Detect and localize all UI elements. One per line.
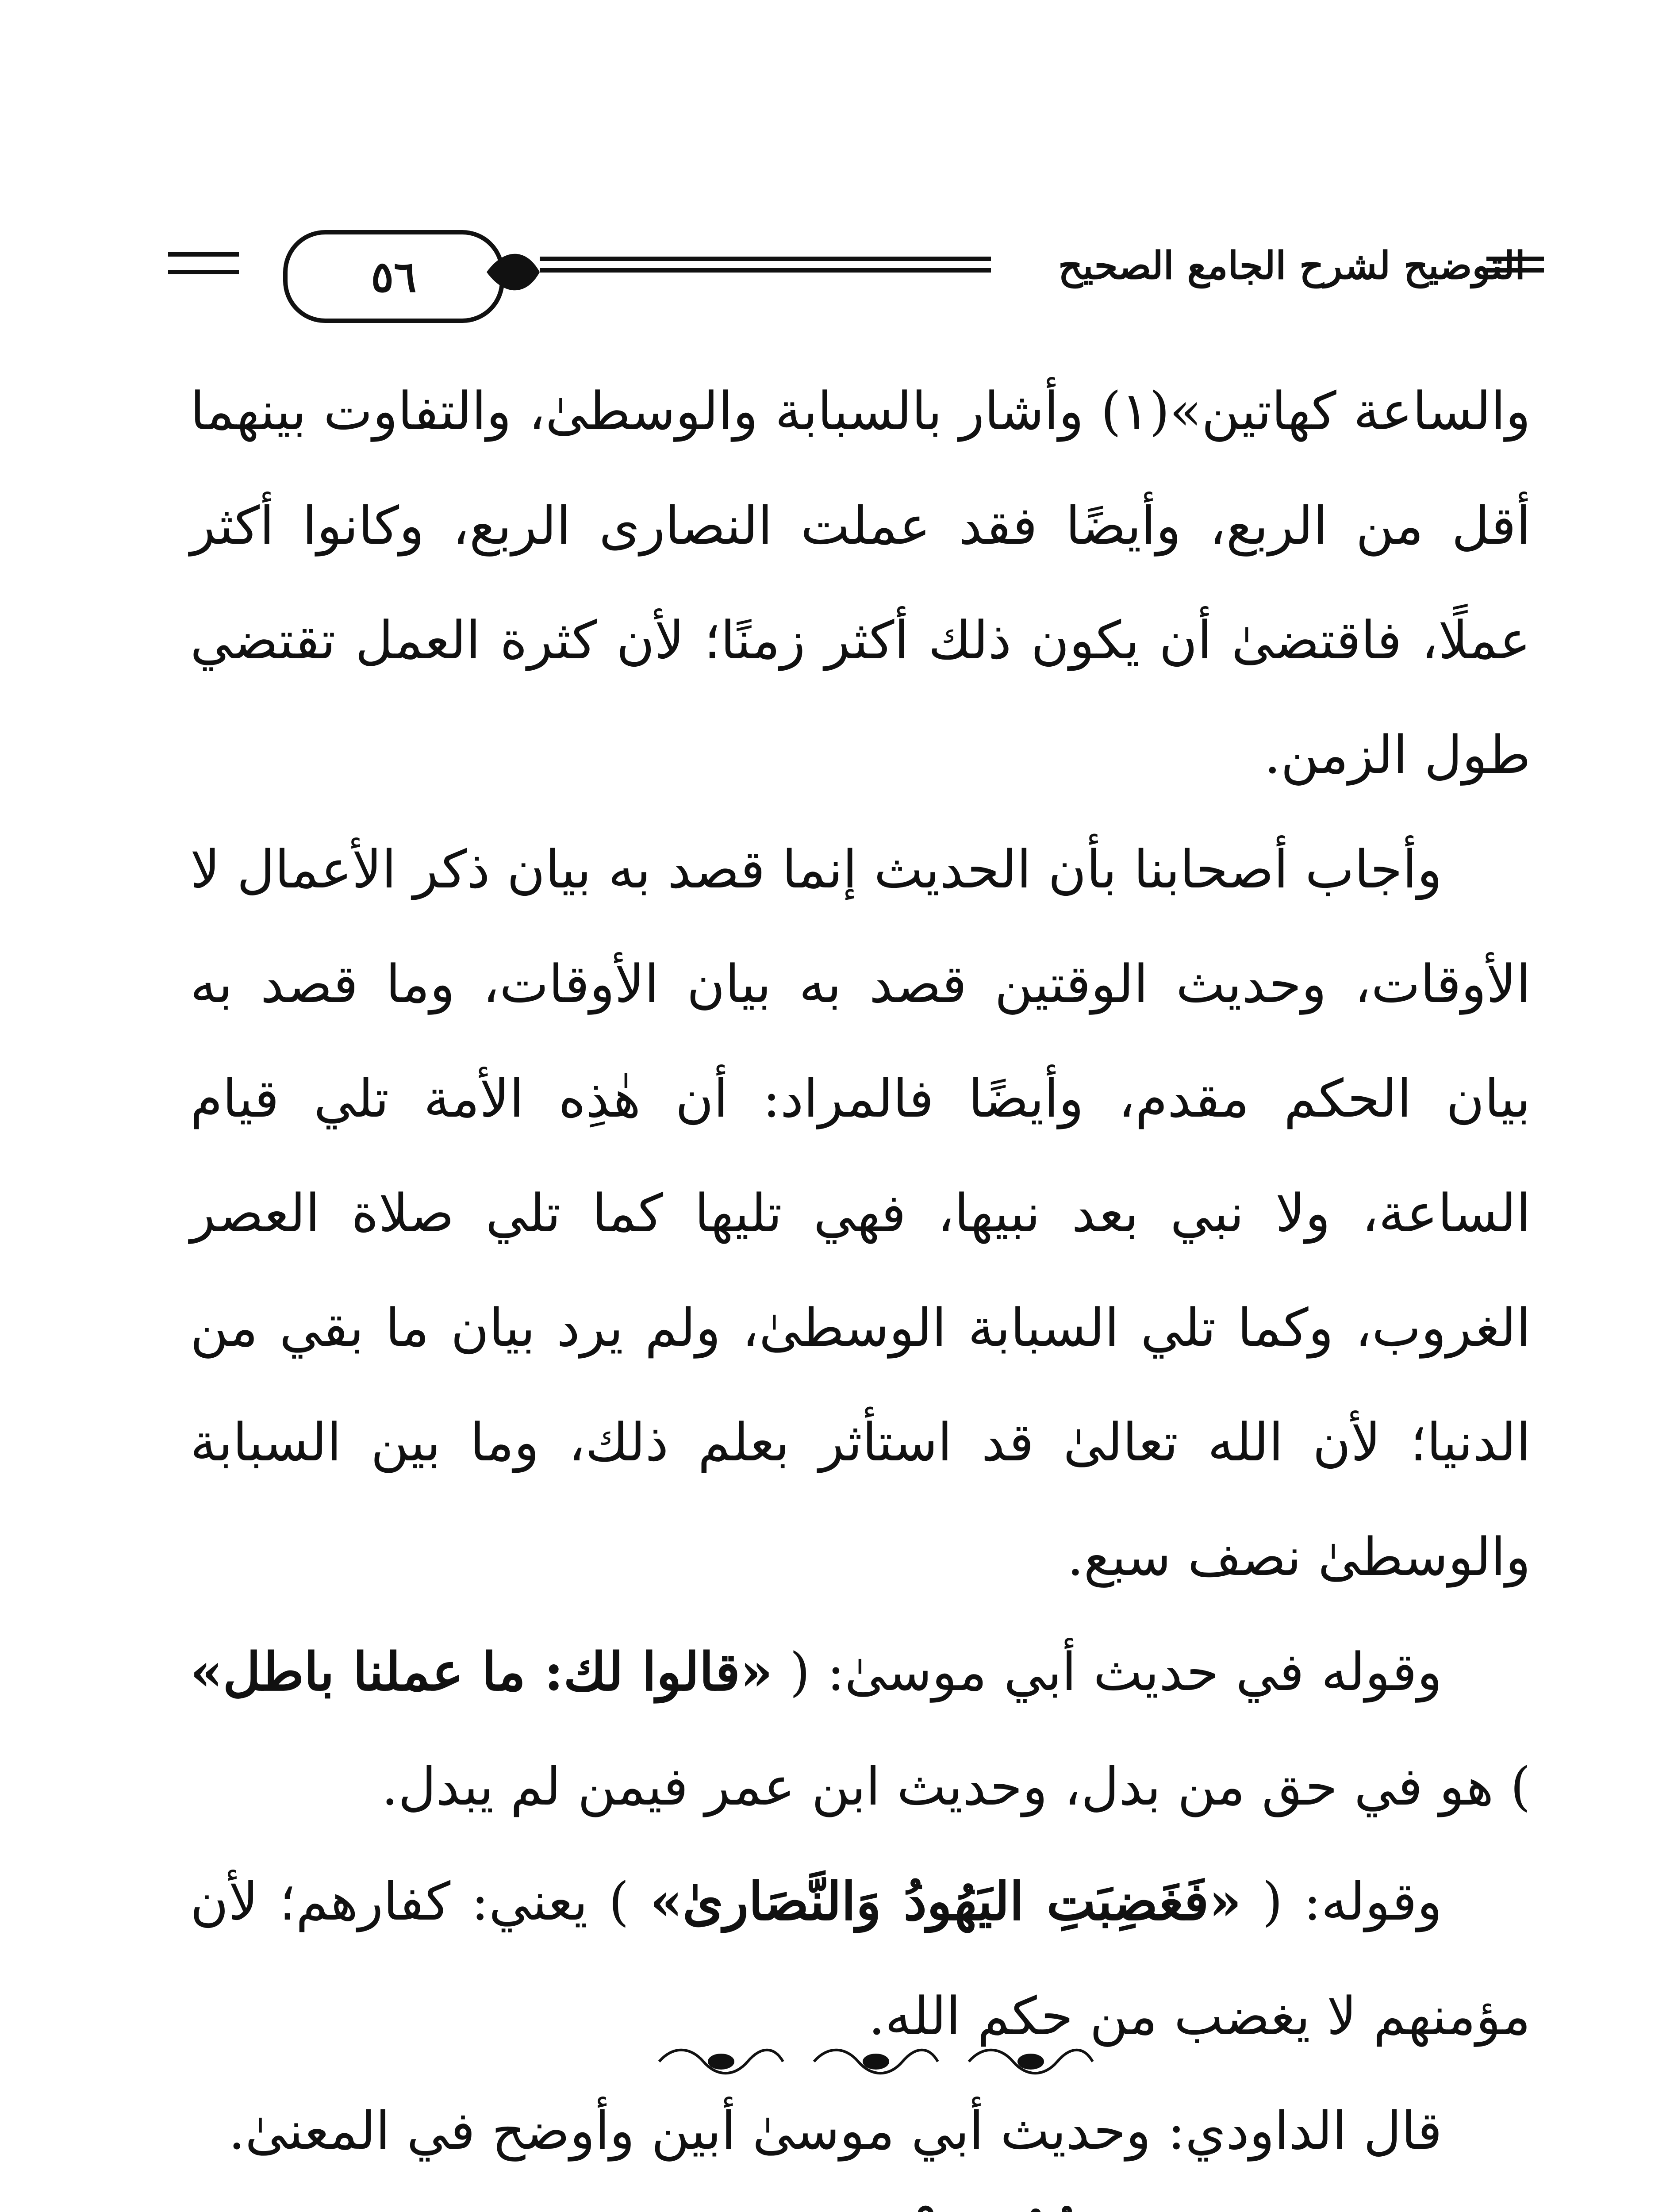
running-header: [168, 230, 1544, 319]
paragraph: [190, 2188, 1531, 2212]
flourish-ornament-icon: [655, 2042, 787, 2081]
text: ) هو في حق من بدل، وحديث ابن عمر فيمن لم يبدل.: [381, 1756, 1531, 1817]
paragraph: والساعة كهاتين»(١) وأشار بالسبابة والوسطىٰ، والتفاوت بينهما أقل من الربع، وأيضًا فقد عملت النصارى الربع، وكانوا أكثر عملًا، فاقتضىٰ أن يكون ذلك أكثر زمنًا؛ لأن كثرة العمل تقتضي طول الزمن.: [190, 380, 1531, 785]
page-number: ٥٦: [371, 251, 417, 302]
paragraph: وأجاب أصحابنا بأن الحديث إنما قصد به بيان ذكر الأعمال لا الأوقات، وحديث الوقتين قصد به بيان الأوقات، وما قصد به بيان الحكم مقدم، وأيضًا فالمراد: أن هٰذِه الأمة تلي قيام الساعة، ولا نبي بعد نبيها، فهي تليها كما تلي صلاة العصر الغروب، وكما تلي السبابة الوسطىٰ، ولم يرد بيان ما بقي من الدنيا؛ لأن الله تعالىٰ قد استأثر بعلم ذلك، وما بين السبابة والوسطىٰ نصف سبع.: [190, 839, 1531, 1587]
paragraph: قال الداودي: وحديث أبي موسىٰ أبين وأوضح في المعنىٰ.: [228, 2100, 1442, 2161]
header-rule: [168, 252, 239, 257]
header-rule: [540, 268, 991, 273]
flourish-ornament-icon: [964, 2042, 1097, 2081]
header-rule: [540, 257, 991, 261]
hadith-quote: «فَغَضِبَتِ اليَهُودُ وَالنَّصَارىٰ»: [650, 1870, 1242, 1932]
header-ornament-icon: [487, 248, 540, 296]
section-divider: [655, 2035, 1097, 2088]
book-title: التوضيح لشرح الجامع الصحيح: [1058, 243, 1525, 288]
flourish-ornament-icon: [810, 2042, 942, 2081]
text: وقوله في حديث أبي موسىٰ: (: [790, 1641, 1443, 1702]
hadith-quote: «قالوا لك: ما عملنا باطل»: [190, 1641, 773, 1702]
main-text: [190, 354, 1531, 2212]
text: وقوله: (: [1262, 1871, 1442, 1932]
text: ) يعني: كفارهم؛ لأن مؤمنهم لا يغضب من حكم الله.: [190, 1871, 1531, 2047]
paragraph: [190, 1614, 1531, 1844]
header-rule: [168, 270, 239, 274]
page-number-badge: [283, 230, 504, 323]
